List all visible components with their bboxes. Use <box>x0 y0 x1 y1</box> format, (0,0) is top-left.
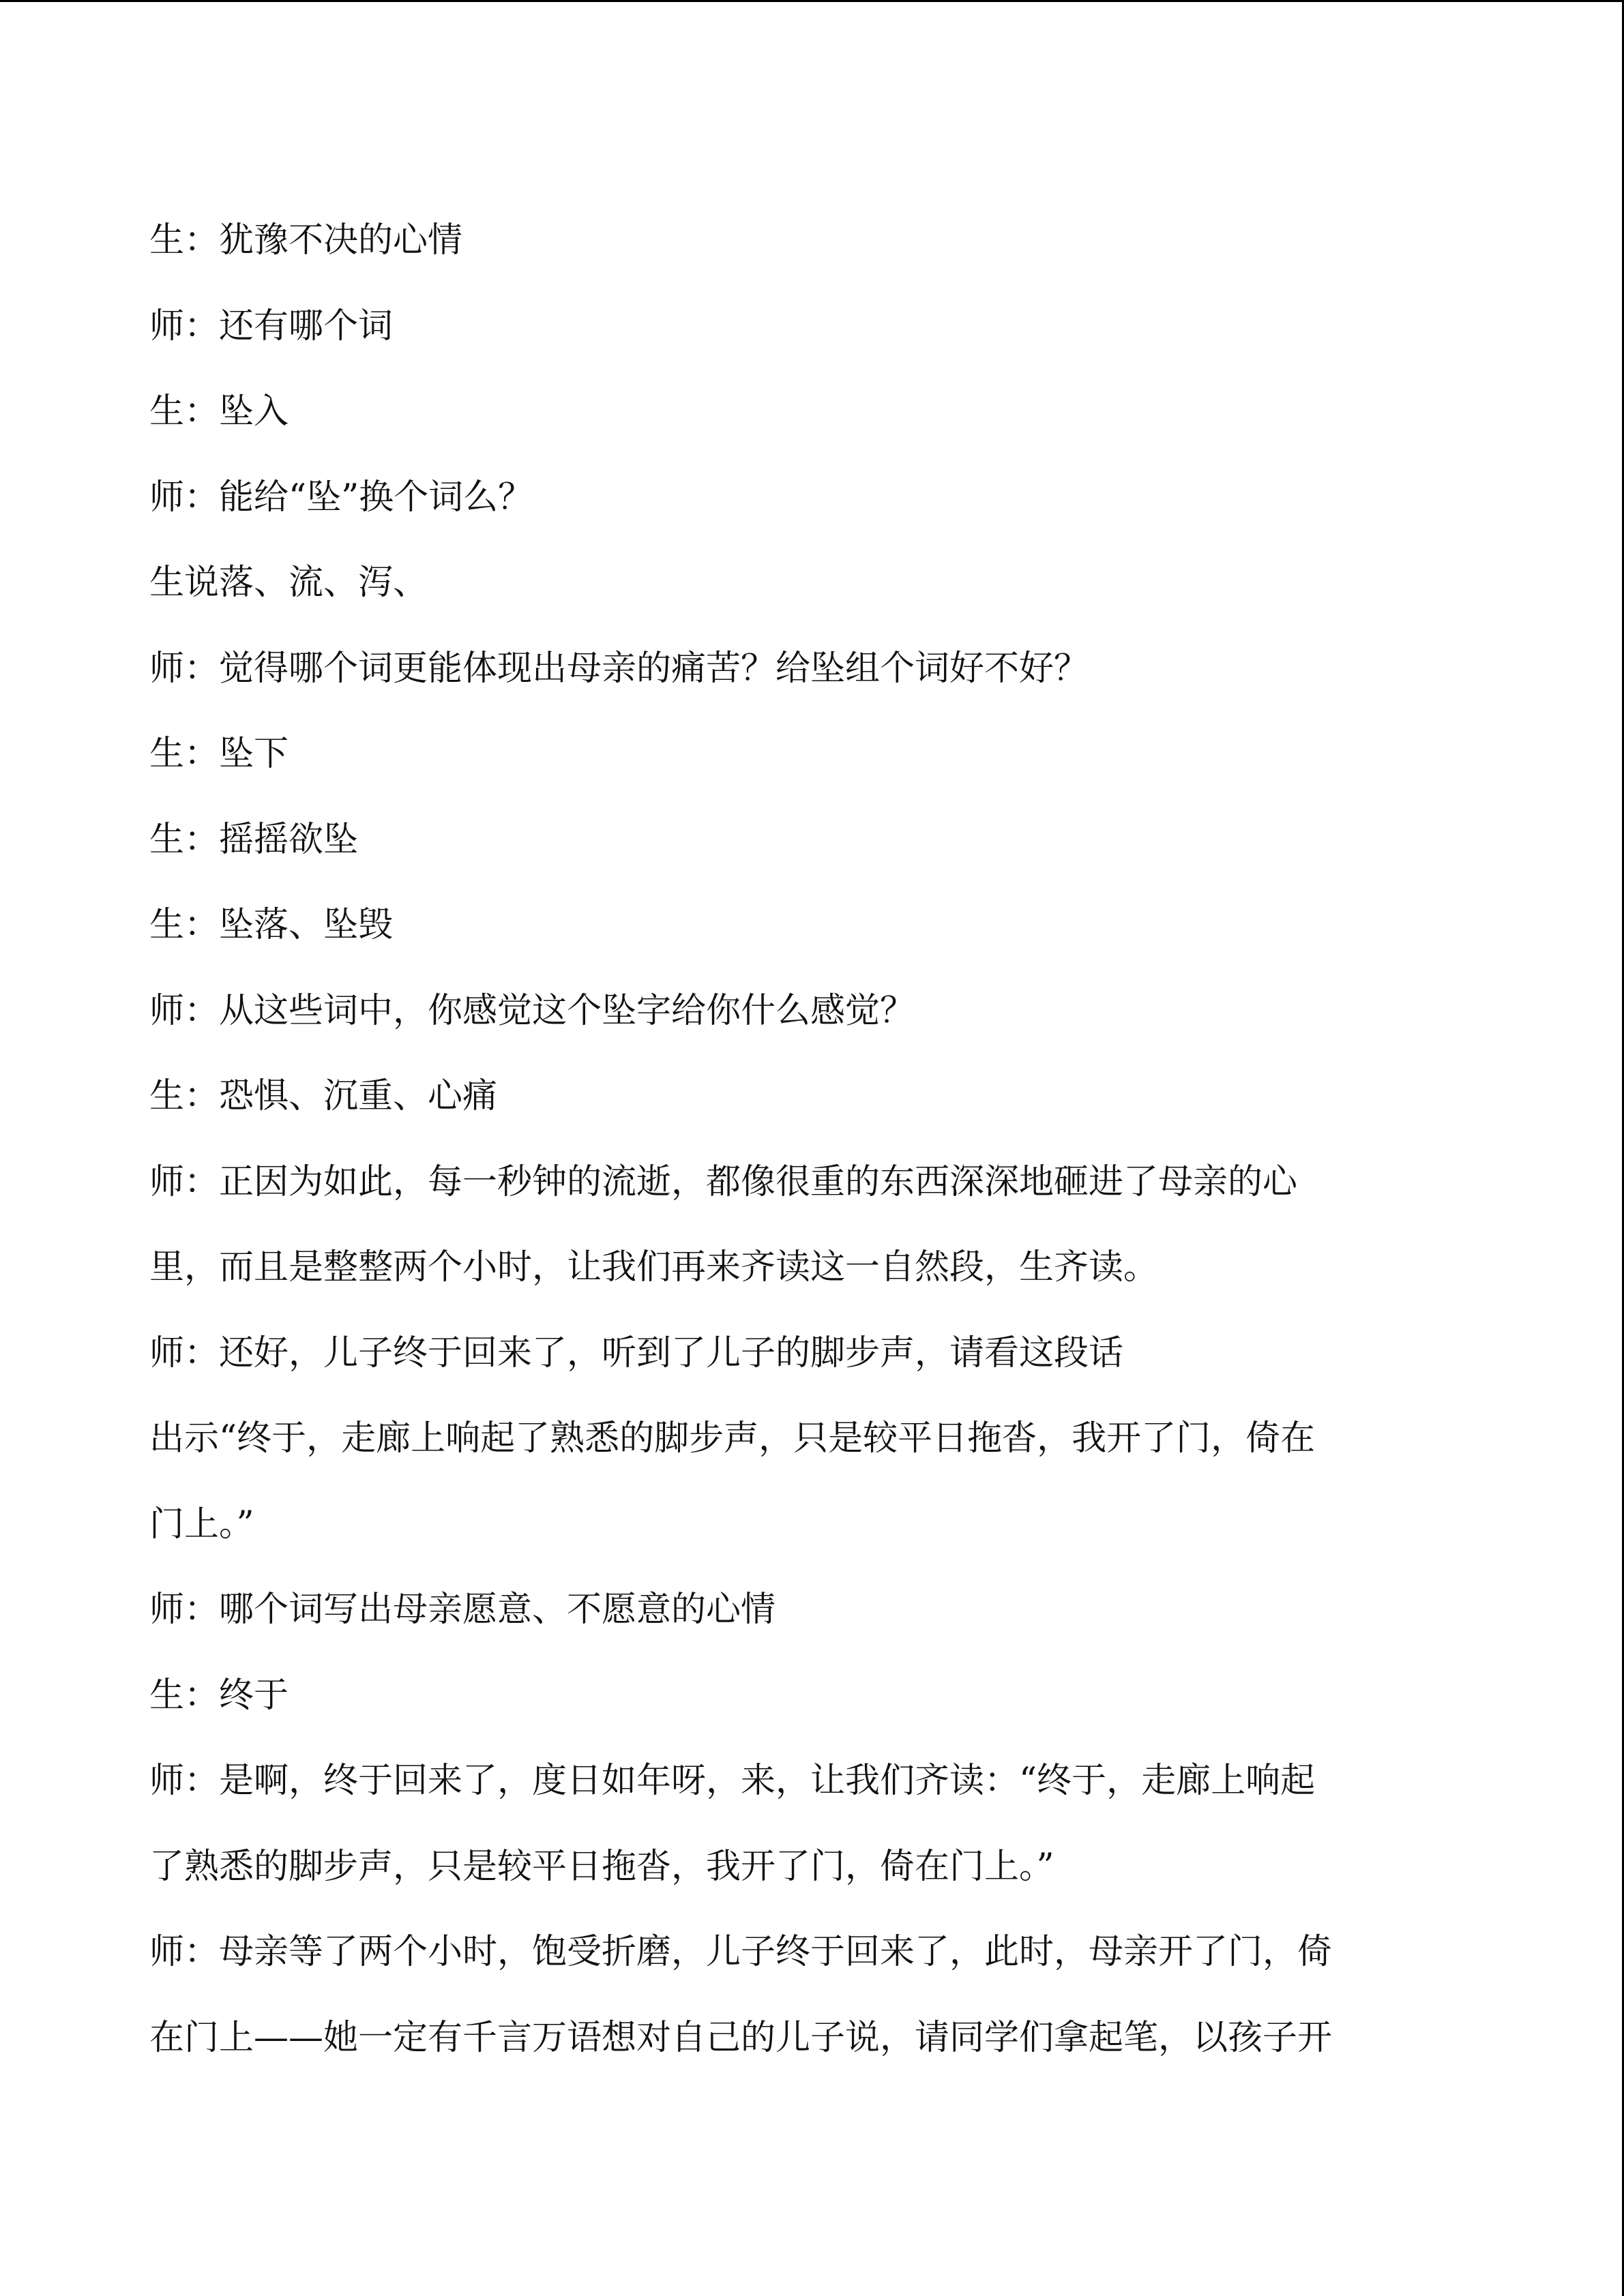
text-line: 师：母亲等了两个小时，饱受折磨，儿子终于回来了，此时，母亲开了门，倚 <box>149 1932 1333 1972</box>
text-line: 生：终于 <box>149 1675 289 1716</box>
text-line: 师：是啊，终于回来了，度日如年呀，来，让我们齐读：“终于，走廊上响起 <box>149 1761 1316 1801</box>
text-line: 师：觉得哪个词更能体现出母亲的痛苦？给坠组个词好不好？ <box>149 648 1089 689</box>
text-line: 在门上——她一定有千言万语想对自己的儿子说，请同学们拿起笔，以孩子开 <box>149 2017 1333 2058</box>
text-line: 里，而且是整整两个小时，让我们再来齐读这一自然段，生齐读。 <box>149 1247 1159 1287</box>
text-line: 师：正因为如此，每一秒钟的流逝，都像很重的东西深深地砸进了母亲的心 <box>149 1161 1298 1202</box>
text-line: 出示“终于，走廊上响起了熟悉的脚步声，只是较平日拖沓，我开了门，倚在 <box>149 1418 1316 1459</box>
text-line: 门上。” <box>149 1504 254 1545</box>
text-line: 生：犹豫不决的心情 <box>149 220 463 260</box>
text-line: 师：能给“坠”换个词么？ <box>149 477 533 518</box>
text-line: 生：坠下 <box>149 734 289 774</box>
text-line: 生说落、流、泻、 <box>149 563 428 603</box>
text-line: 生：恐惧、沉重、心痛 <box>149 1076 498 1116</box>
text-line: 生：坠落、坠毁 <box>149 905 394 945</box>
text-line: 生：摇摇欲坠 <box>149 819 359 860</box>
text-line: 师：还好，儿子终于回来了，听到了儿子的脚步声，请看这段话 <box>149 1332 1124 1373</box>
document-body <box>149 215 1459 2098</box>
text-line: 师：还有哪个词 <box>149 305 394 346</box>
text-line: 生：坠入 <box>149 391 289 432</box>
text-line: 了熟悉的脚步声，只是较平日拖沓，我开了门，倚在门上。” <box>149 1846 1054 1887</box>
text-line: 师：哪个词写出母亲愿意、不愿意的心情 <box>149 1590 776 1630</box>
text-line: 师：从这些词中，你感觉这个坠字给你什么感觉？ <box>149 990 915 1031</box>
